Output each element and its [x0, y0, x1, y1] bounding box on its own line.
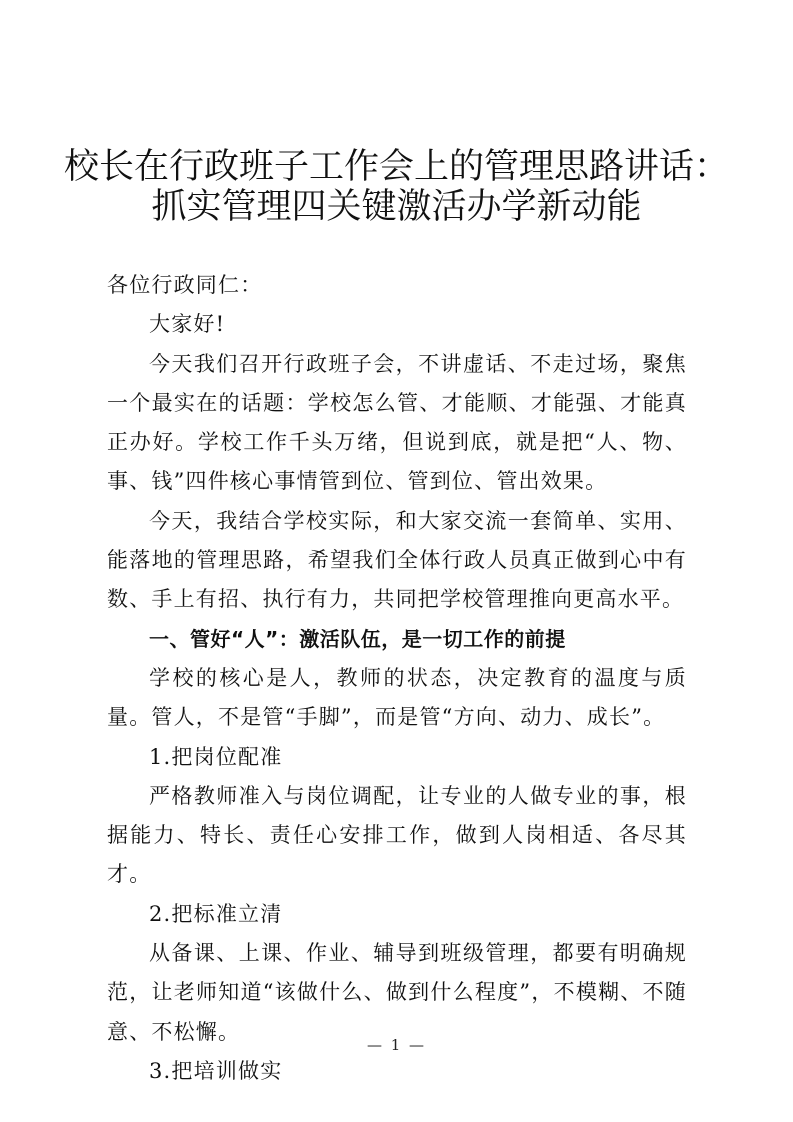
salutation: 各位行政同仁： — [107, 273, 263, 297]
subheading-1: 1.把岗位配准 — [149, 744, 283, 769]
paragraph-intro: 今天我们召开行政班子会，不讲虚话、不走过场，聚焦一个最实在的话题：学校怎么管、才能顺、才能强、才能真正办好。学校工作千头万绪，但说到底，就是把“人、物、事、钱”四件核心事情管到位、管到位、管出效果。 — [107, 351, 687, 494]
subheading-3: 3.把培训做实 — [149, 1058, 283, 1083]
paragraph-subheading-1: 严格教师准入与岗位调配，让专业的人做专业的事，根据能力、特长、责任心安排工作，做到人岗相适、各尽其才。 — [107, 783, 687, 887]
greeting: 大家好! — [149, 312, 226, 337]
paragraph-purpose: 今天，我结合学校实际，和大家交流一套简单、实用、能落地的管理思路，希望我们全体行政人员真正做到心中有数、手上有招、执行有力，共同把学校管理推向更高水平。 — [107, 508, 687, 612]
paragraph-section-1: 学校的核心是人，教师的状态，决定教育的温度与质量。管人，不是管“手脚”，而是管“方向、动力、成长”。 — [107, 665, 687, 730]
page-number: — 1 — — [366, 1036, 427, 1054]
document-title-line-1: 校长在行政班子工作会上的管理思路讲话： — [63, 147, 729, 187]
section-heading-1: 一、管好“人”：激活队伍，是一切工作的前提 — [149, 626, 566, 651]
subheading-2: 2.把标准立清 — [149, 901, 283, 926]
document-title-line-2: 抓实管理四关键激活办学新动能 — [151, 187, 642, 227]
document-body — [107, 266, 687, 1091]
paragraph-subheading-2: 从备课、上课、作业、辅导到班级管理，都要有明确规范，让老师知道“该做什么、做到什么程度”，不模糊、不随意、不松懈。 — [107, 941, 687, 1044]
